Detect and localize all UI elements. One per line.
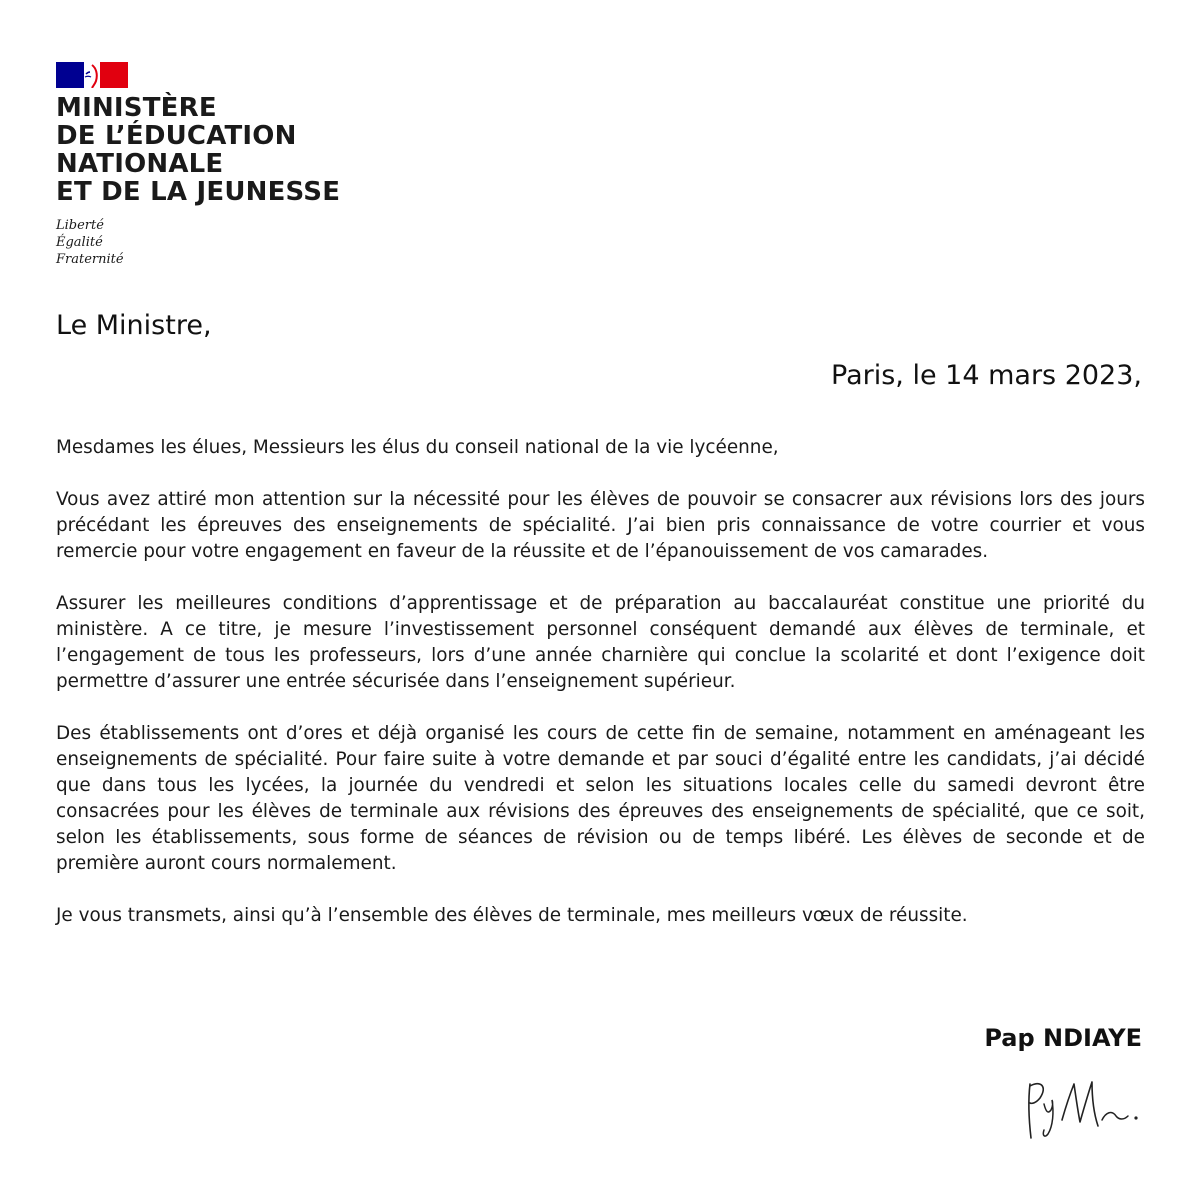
republic-motto — [56, 217, 124, 268]
letter-place-date: Paris, le 14 mars 2023, — [831, 360, 1142, 391]
logo-red-block — [100, 62, 128, 88]
signatory-name: Pap NDIAYE — [984, 1024, 1142, 1052]
ministry-name — [56, 94, 340, 206]
handwritten-signature-icon — [1018, 1076, 1143, 1156]
letter-body — [56, 435, 1145, 955]
letter-paragraph: Assurer les meilleures conditions d’apprentissage et de préparation au baccalauréat constitue une priorité du ministère. A ce titre, je mesure l’investissement personnel conséquent demandé aux élèves de terminale, et l’engagement de tous les professeurs, lors d’une année charnière qui conclue la scolarité et dont l’exigence doit permettre d’assurer une entrée sécurisée dans l’enseignement supérieur. — [56, 593, 1145, 692]
marianne-logo-icon — [56, 62, 128, 88]
ministry-line: ET DE LA JEUNESSE — [56, 177, 341, 207]
letter-paragraph: Vous avez attiré mon attention sur la nécessité pour les élèves de pouvoir se consacrer aux révisions lors des jours précédant les épreuves des enseignements de spécialité. J’ai bien pris connaissance de votre courrier et vous remercie pour votre engagement en faveur de la réussite et de l’épanouissement de vos camarades. — [56, 489, 1145, 562]
motto-fraternite: Fraternité — [56, 252, 124, 267]
letter-closing: Je vous transmets, ainsi qu’à l’ensemble des élèves de terminale, mes meilleurs vœux de réussite. — [56, 905, 968, 926]
logo-blue-block — [56, 62, 84, 88]
motto-liberte: Liberté — [56, 218, 104, 233]
ministry-line: DE L’ÉDUCATION — [56, 121, 297, 151]
letter-sender: Le Ministre, — [56, 310, 212, 341]
letter-paragraph: Des établissements ont d’ores et déjà organisé les cours de cette fin de semaine, notamment en aménageant les enseignements de spécialité. Pour faire suite à votre demande et par souci d’égalité entre les candidats, j’ai décidé que dans tous les lycées, la journée du vendredi et selon les situations locales celle du samedi devront être consacrées pour les élèves de terminale aux révisions des épreuves des enseignements de spécialité, que ce soit, selon les établissements, sous forme de séances de révision ou de temps libéré. Les élèves de seconde et de première auront cours normalement. — [56, 723, 1145, 874]
letter-salutation: Mesdames les élues, Messieurs les élus du conseil national de la vie lycéenne, — [56, 437, 779, 458]
motto-egalite: Égalité — [56, 235, 103, 250]
ministry-line: MINISTÈRE — [56, 93, 217, 123]
ministry-line: NATIONALE — [56, 149, 224, 179]
